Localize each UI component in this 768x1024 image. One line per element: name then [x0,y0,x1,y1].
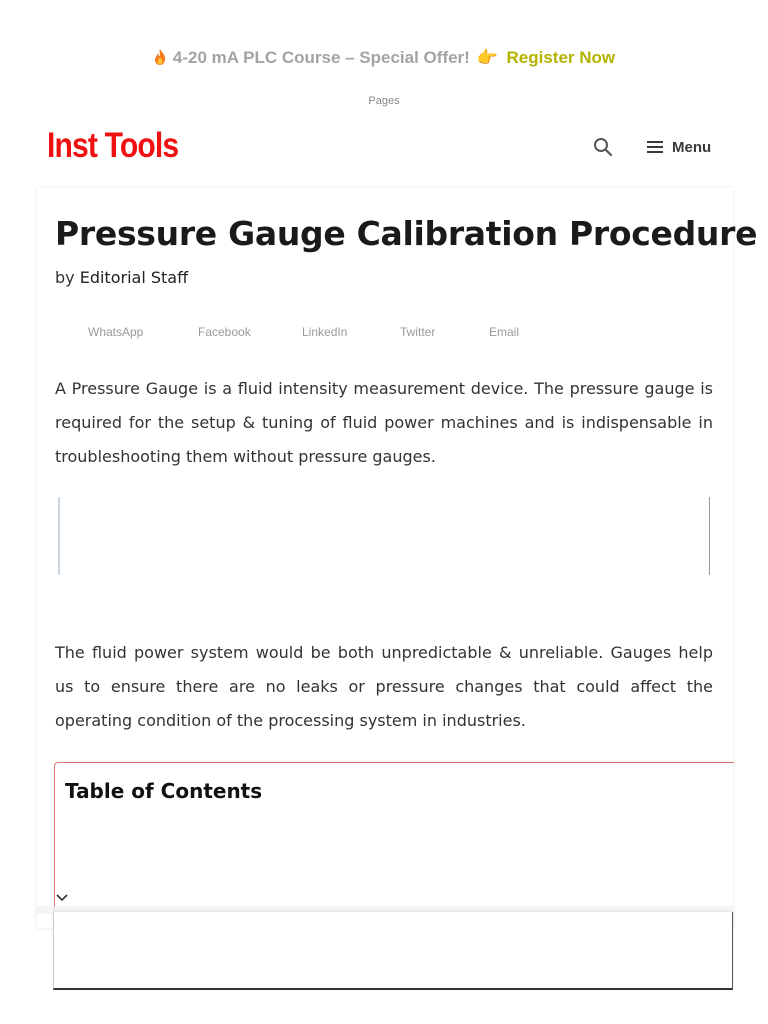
menu-label: Menu [672,138,712,156]
byline [55,268,188,287]
search-icon[interactable] [592,136,614,158]
share-linkedin-button[interactable]: LinkedIn [302,325,348,339]
fire-icon [153,48,167,66]
chevron-down-icon[interactable] [55,891,69,903]
site-logo[interactable]: Inst Tools [47,126,179,165]
site-header [0,124,768,174]
hamburger-icon [647,141,663,153]
share-email-button[interactable]: Email [489,325,520,339]
byline-prefix: by [55,268,75,287]
author-link[interactable]: Editorial Staff [79,268,189,287]
ad-placeholder [58,497,710,575]
article-paragraph: The fluid power system would be both unpredictable & unreliable. Gauges help us to ensure there are no leaks or pressure changes that could affect the operating condition of the processing system in industries. [55,643,713,730]
toc-title: Table of Contents [65,779,263,803]
bottom-ad-banner[interactable] [53,912,733,990]
ad-border-left [58,497,60,575]
table-of-contents [54,762,734,922]
pages-label: Pages [368,95,400,107]
share-twitter-button[interactable]: Twitter [400,325,436,339]
share-facebook-button[interactable]: Facebook [198,325,251,339]
register-now-link[interactable]: Register Now [506,48,616,67]
menu-button[interactable] [647,135,711,159]
pointing-hand-icon: 👉 [476,48,498,67]
ad-border-right [709,497,710,575]
article-title: Pressure Gauge Calibration Procedure [55,214,758,253]
share-whatsapp-button[interactable]: WhatsApp [88,325,144,339]
promo-banner [0,48,768,68]
promo-offer-text: 4-20 mA PLC Course – Special Offer! [172,48,470,67]
article-paragraph: A Pressure Gauge is a fluid intensity measurement device. The pressure gauge is required for the setup & tuning of fluid power machines and is indispensable in troubleshooting them without pressure gauges. [55,379,713,466]
